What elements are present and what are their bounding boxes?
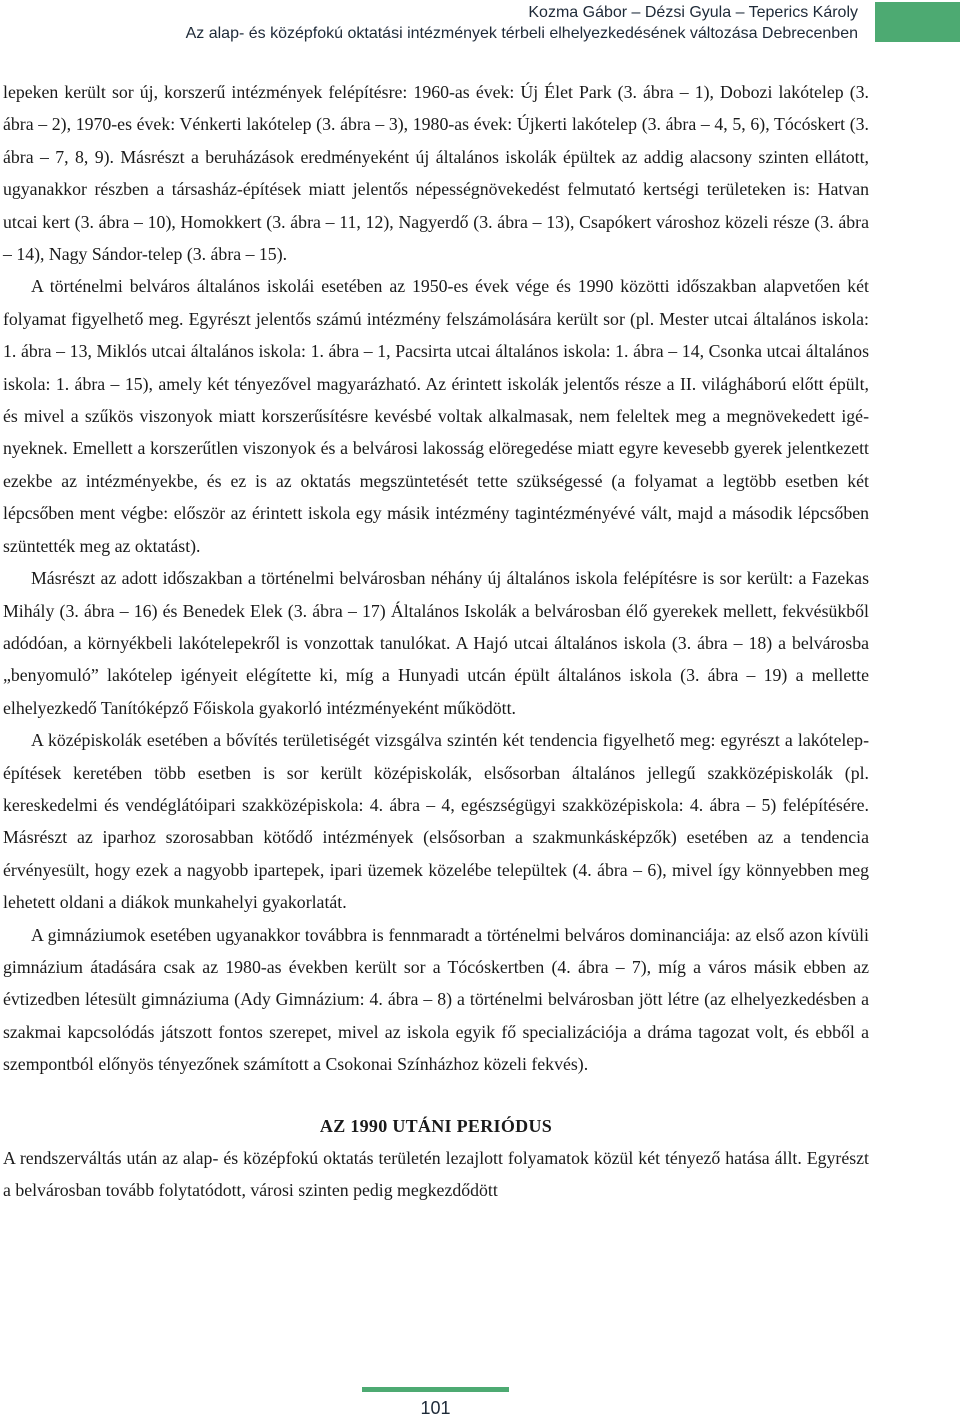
article-body bbox=[3, 76, 869, 1207]
section-heading: AZ 1990 UTÁNI PERIÓDUS bbox=[319, 1115, 553, 1136]
paragraph: A történelmi belváros általános iskolái esetében az 1950-es évek vége és 1990 közötti időszakban alapvetően két folyamat figyelhető meg. Egyrészt jelentős számú intézmény felszámolására került sor (pl. Mester utcai általános iskola: 1. ábra – 13, Miklós utcai általános iskola: 1. ábra – 1, Pacsirta utcai általános iskola: 1. ábra – 14, Csonka utcai általános iskola: 1. ábra – 15), amely két tényezővel magyarázható. Az érintett iskolák jelentős része a II. világháború előtt épült, és mivel a szűkös viszonyok miatt korszerűsítésre kevésbé voltak alkalmasak, nem feleltek meg a megnövekedett igényeknek. Emellett a korszerűtlen viszonyok és a belvárosi lakosság elöregedése miatt egyre kevesebb gyerek jelentkezett ezekbe az intézményekbe, és ez is az oktatás megszüntetését tette szükségessé (a folyamat a legtöbb esetben két lépcsőben ment végbe: először az érintett iskola egy másik intézmény tagintézményévé vált, majd a második lépcsőben szüntették meg az oktatást). bbox=[3, 276, 869, 556]
footer-accent-bar bbox=[362, 1387, 509, 1392]
page-number: 101 bbox=[420, 1398, 451, 1418]
paragraph: A gimnáziumok esetében ugyanakkor továbbra is fennmaradt a történelmi belváros dominanciája: az első azon kívüli gimnázium átadására csak az 1980-as években került sor a Tócóskertben (4. ábra – 7), míg a város másik ebben az évtizedben létesült gimnáziuma (Ady Gimnázium: 4. ábra – 8) a történelmi belvárosban jött létre (az elhelyezkedésben a szakmai kapcsolódás játszott fontos szerepet, mivel az iskola egyik fő specializációja a dráma tagozat volt, és ebből a szempontból előnyös tényezőnek számított a Csokonai Színházhoz közeli fekvés). bbox=[3, 924, 869, 1075]
paragraph: Másrészt az adott időszakban a történelmi belvárosban néhány új általános iskola felépítésre is sor került: a Fazekas Mihály (3. ábra – 16) és Benedek Elek (3. ábra – 17) Általános Iskolák a belvárosban élő gyerekek mellett, fekvésükből adódóan, a környékbeli lakótelepekről is vonzottak tanulókat. A Hajó utcai általános iskola (3. ábra – 18) a belvárosba „benyomuló” lakótelep igényeit elégítette ki, míg a Hunyadi utcán épült általános iskola (3. ábra – 19) a mellette elhelyezkedő Tanítóképző Főiskola gyakorló intézményeként működött. bbox=[3, 568, 869, 718]
paragraph: A középiskolák esetében a bővítés területiségét vizsgálva szintén két tendencia figyelhető meg: egyrészt a lakótelep-építések keretében több esetben is sor került középiskolák, elsősorban általános jellegű szakközépiskolák (pl. kereskedelmi és vendéglátóipari szakközépiskola: 4. ábra – 4, egészségügyi szakközépiskola: 4. ábra – 5) felépítésére. Másrészt az iparhoz szorosabban kötődő intézmények (elsősorban a szakmunkásképzők) esetében az a tendencia érvényesült, hogy ezek a nagyobb ipartepek, ipari üzemek közelébe települtek (4. ábra – 6), mivel így könnyebben meg lehetett oldani a diákok munkahelyi gyakorlatát. bbox=[3, 730, 869, 913]
header-accent-block bbox=[875, 2, 960, 42]
running-header bbox=[186, 2, 858, 44]
paragraph-continued: lepeken került sor új, korszerű intézmények felépítésre: 1960-as évek: Új Élet Park (3. ábra – 1), Dobozi lakótelep (3. ábra – 2), 1970-es évek: Vénkerti lakótelep (3. ábra – 3), 1980-as évek: Újkerti lakótelep (3. ábra – 4, 5, 6), Tócóskert (3. ábra – 7, 8, 9). Másrészt a beruházások eredményeként új általános iskolák épültek az addig alacsony szinten ellátott, ugyanakkor részben a társasház-építések miatt jelentős népességnövekedést felmutató kertségi területeken is: Hatvan utcai kert (3. ábra – 10), Homokkert (3. ábra – 11, 12), Nagyerdő (3. ábra – 13), Csapókert városhoz közeli része (3. ábra – 14), Nagy Sándor-telep (3. ábra – 15). bbox=[3, 82, 869, 265]
header-title: Az alap- és középfokú oktatási intézmények térbeli elhelyezkedésének változása Debrecenben bbox=[185, 25, 858, 42]
header-authors: Kozma Gábor – Dézsi Gyula – Teperics Károly bbox=[528, 4, 858, 21]
section-paragraph: A rendszerváltás után az alap- és középfokú oktatás területén lezajlott folyamatok közül két tényező hatása állt. Egyrészt a belvárosban tovább folytatódott, városi szinten pedig megkezdődött bbox=[3, 1148, 869, 1201]
